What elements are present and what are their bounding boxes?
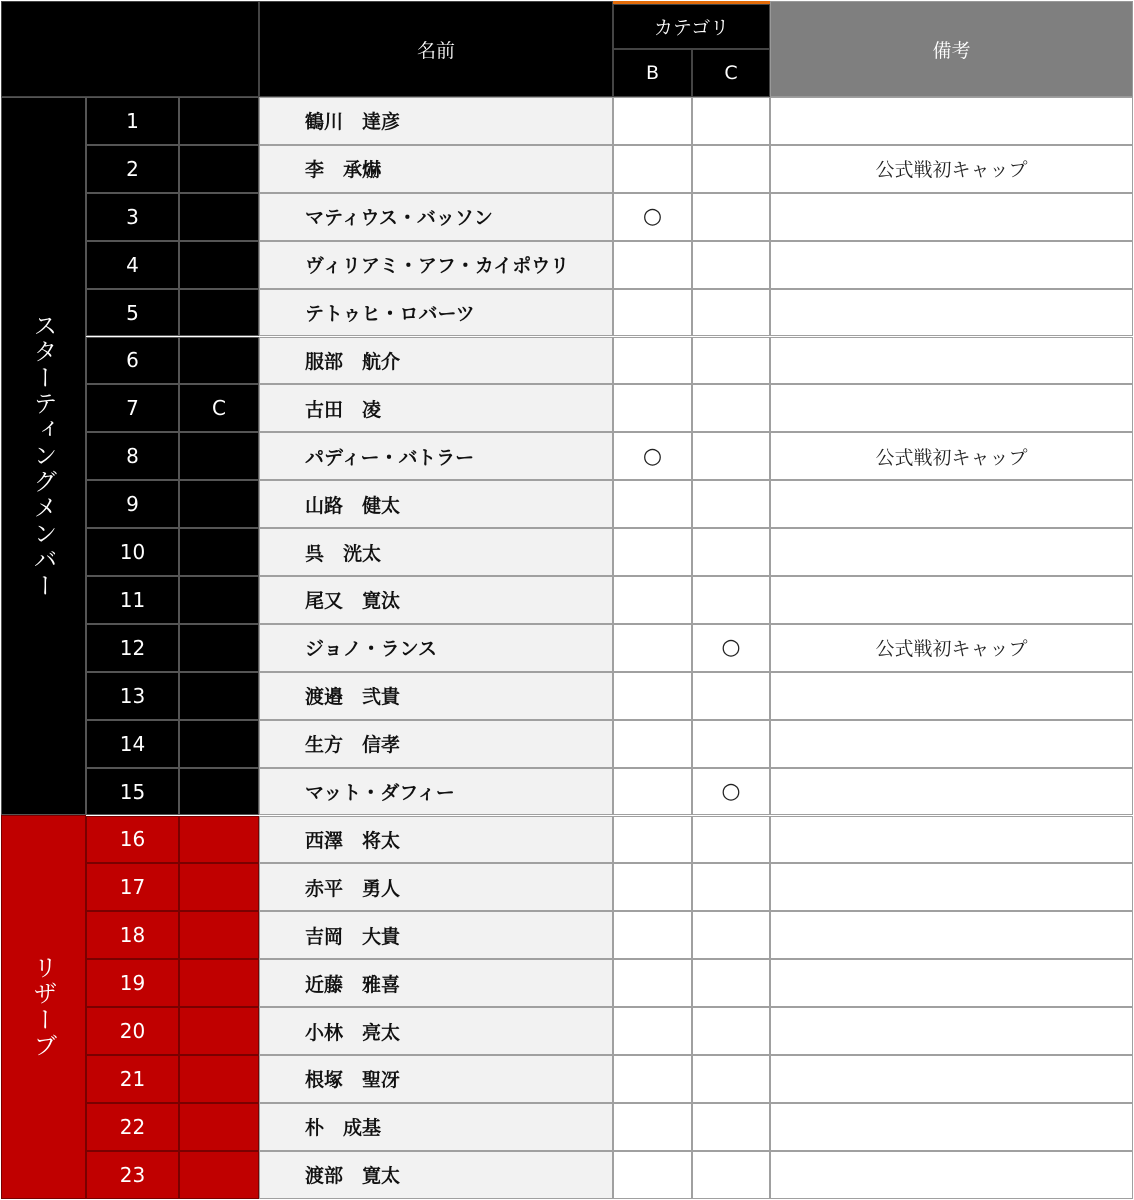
player-role (179, 528, 259, 576)
group-label-starting: スターティングメンバー (1, 97, 86, 815)
player-name: 小林 亮太 (259, 1007, 613, 1055)
player-name: 古田 凌 (259, 384, 613, 432)
player-number: 7 (86, 384, 179, 432)
player-remark (770, 480, 1133, 528)
category-c-mark (692, 1103, 770, 1151)
player-role (179, 959, 259, 1007)
category-c-mark (692, 959, 770, 1007)
player-remark (770, 768, 1133, 816)
category-b-mark (613, 959, 692, 1007)
player-role: C (179, 384, 259, 432)
player-name: 近藤 雅喜 (259, 959, 613, 1007)
player-remark (770, 528, 1133, 576)
player-number: 16 (86, 816, 179, 864)
player-number: 23 (86, 1151, 179, 1199)
category-c-mark (692, 672, 770, 720)
category-c-mark (692, 816, 770, 864)
player-name: 呉 洸太 (259, 528, 613, 576)
player-name: マット・ダフィー (259, 768, 613, 816)
category-c-mark (692, 145, 770, 193)
player-remark (770, 241, 1133, 289)
player-role (179, 289, 259, 337)
player-remark (770, 384, 1133, 432)
player-remark (770, 193, 1133, 241)
header-remarks: 備考 (770, 1, 1133, 97)
category-c-mark (692, 863, 770, 911)
category-b-mark (613, 97, 692, 145)
player-remark (770, 911, 1133, 959)
category-c-mark (692, 1151, 770, 1199)
player-name: ヴィリアミ・アフ・カイポウリ (259, 241, 613, 289)
player-number: 20 (86, 1007, 179, 1055)
header-name: 名前 (259, 1, 613, 97)
category-b-mark (613, 1007, 692, 1055)
player-remark (770, 1151, 1133, 1199)
category-c-mark (692, 1055, 770, 1103)
category-c-mark (692, 1007, 770, 1055)
player-role (179, 1007, 259, 1055)
category-b-mark: ○ (613, 193, 692, 241)
player-name: 山路 健太 (259, 480, 613, 528)
player-role (179, 624, 259, 672)
player-name: 鶴川 達彦 (259, 97, 613, 145)
player-remark (770, 863, 1133, 911)
category-c-mark (692, 241, 770, 289)
player-role (179, 720, 259, 768)
player-remark: 公式戦初キャップ (770, 432, 1133, 480)
player-role (179, 768, 259, 816)
player-role (179, 241, 259, 289)
player-role (179, 576, 259, 624)
player-role (179, 480, 259, 528)
category-b-mark (613, 672, 692, 720)
category-c-mark (692, 432, 770, 480)
player-role (179, 193, 259, 241)
category-b-mark (613, 768, 692, 816)
player-number: 17 (86, 863, 179, 911)
player-name: テトゥヒ・ロバーツ (259, 289, 613, 337)
player-number: 1 (86, 97, 179, 145)
player-name: 李 承爀 (259, 145, 613, 193)
player-number: 21 (86, 1055, 179, 1103)
player-role (179, 672, 259, 720)
player-remark: 公式戦初キャップ (770, 624, 1133, 672)
player-number: 5 (86, 289, 179, 337)
player-remark (770, 97, 1133, 145)
player-number: 2 (86, 145, 179, 193)
player-role (179, 1103, 259, 1151)
player-role (179, 97, 259, 145)
player-name: マティウス・バッソン (259, 193, 613, 241)
category-b-mark (613, 241, 692, 289)
player-name: 尾又 寛汰 (259, 576, 613, 624)
category-b-mark (613, 720, 692, 768)
category-b-mark (613, 528, 692, 576)
category-c-mark (692, 528, 770, 576)
player-name: 赤平 勇人 (259, 863, 613, 911)
category-b-mark: ○ (613, 432, 692, 480)
player-name: 服部 航介 (259, 337, 613, 385)
player-number: 22 (86, 1103, 179, 1151)
player-role (179, 432, 259, 480)
player-name: 根塚 聖冴 (259, 1055, 613, 1103)
player-number: 19 (86, 959, 179, 1007)
category-c-mark (692, 911, 770, 959)
player-number: 3 (86, 193, 179, 241)
roster-table (1, 1, 1133, 1199)
player-name: 渡邉 弐貴 (259, 672, 613, 720)
player-remark (770, 1007, 1133, 1055)
player-number: 11 (86, 576, 179, 624)
player-name: ジョノ・ランス (259, 624, 613, 672)
category-c-mark: ○ (692, 768, 770, 816)
category-c-mark (692, 193, 770, 241)
player-role (179, 1055, 259, 1103)
player-number: 9 (86, 480, 179, 528)
player-name: 渡部 寛太 (259, 1151, 613, 1199)
player-remark: 公式戦初キャップ (770, 145, 1133, 193)
category-c-mark (692, 720, 770, 768)
category-b-mark (613, 1151, 692, 1199)
category-c-mark (692, 480, 770, 528)
player-remark (770, 816, 1133, 864)
player-role (179, 816, 259, 864)
category-b-mark (613, 1103, 692, 1151)
player-role (179, 145, 259, 193)
group-label-reserve: リザーブ (1, 815, 86, 1199)
player-remark (770, 1055, 1133, 1103)
category-b-mark (613, 816, 692, 864)
player-role (179, 1151, 259, 1199)
category-b-mark (613, 289, 692, 337)
player-number: 10 (86, 528, 179, 576)
player-number: 13 (86, 672, 179, 720)
player-remark (770, 720, 1133, 768)
category-b-mark (613, 145, 692, 193)
category-b-mark (613, 911, 692, 959)
player-remark (770, 672, 1133, 720)
player-number: 15 (86, 768, 179, 816)
category-c-mark (692, 337, 770, 385)
player-number: 12 (86, 624, 179, 672)
player-number: 14 (86, 720, 179, 768)
player-name: 朴 成基 (259, 1103, 613, 1151)
category-b-mark (613, 337, 692, 385)
category-c-mark: ○ (692, 624, 770, 672)
category-b-mark (613, 624, 692, 672)
category-b-mark (613, 1055, 692, 1103)
category-c-mark (692, 289, 770, 337)
player-number: 4 (86, 241, 179, 289)
header-blank (1, 1, 259, 97)
player-remark (770, 959, 1133, 1007)
category-c-mark (692, 576, 770, 624)
player-number: 8 (86, 432, 179, 480)
category-b-mark (613, 576, 692, 624)
header-category-b: B (613, 49, 692, 97)
player-remark (770, 337, 1133, 385)
player-role (179, 337, 259, 385)
category-b-mark (613, 863, 692, 911)
category-c-mark (692, 384, 770, 432)
player-number: 18 (86, 911, 179, 959)
header-category-c: C (692, 49, 770, 97)
category-b-mark (613, 384, 692, 432)
header-category: カテゴリ (613, 4, 770, 49)
category-c-mark (692, 97, 770, 145)
player-role (179, 863, 259, 911)
player-remark (770, 576, 1133, 624)
player-remark (770, 1103, 1133, 1151)
player-name: 西澤 将太 (259, 816, 613, 864)
player-name: 吉岡 大貴 (259, 911, 613, 959)
player-role (179, 911, 259, 959)
player-remark (770, 289, 1133, 337)
player-name: パディー・バトラー (259, 432, 613, 480)
player-number: 6 (86, 337, 179, 385)
category-b-mark (613, 480, 692, 528)
player-name: 生方 信孝 (259, 720, 613, 768)
